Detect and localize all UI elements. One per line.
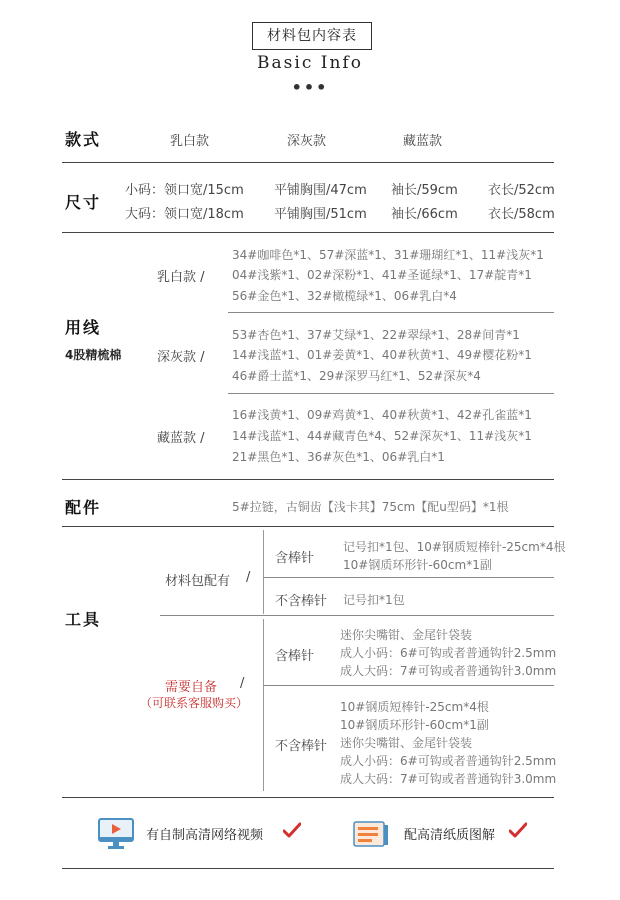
size-cell: 大码：领口宽/18cm	[125, 207, 244, 222]
divider	[228, 393, 554, 394]
slash: /	[246, 570, 251, 585]
divider	[62, 232, 554, 233]
size-cell: 平铺胸围/51cm	[274, 207, 367, 222]
yarn-line: 53#杏色*1、37#艾绿*1、22#翠绿*1、28#间青*1	[232, 328, 520, 342]
yarn-label: 用线	[65, 318, 102, 337]
tool-line: 记号扣*1包	[343, 593, 405, 607]
divider	[62, 526, 554, 527]
yarn-line: 21#黑色*1、36#灰色*1、06#乳白*1	[232, 450, 445, 464]
tool-line: 10#钢质环形针-60cm*1副	[343, 558, 492, 572]
size-cell: 衣长/52cm	[488, 183, 555, 198]
tools-self-name: 需要自备	[165, 680, 218, 695]
divider	[263, 685, 554, 686]
size-cell: 小码：领口宽/15cm	[125, 183, 244, 198]
without-needle-label: 不含棒针	[275, 594, 328, 609]
size-label: 尺寸	[65, 193, 102, 212]
with-needle-label: 含棒针	[275, 551, 315, 566]
divider	[62, 797, 554, 798]
yarn-line: 34#咖啡色*1、57#深蓝*1、31#珊瑚红*1、11#浅灰*1	[232, 248, 544, 262]
tool-line: 10#钢质短棒针-25cm*4根	[340, 700, 489, 714]
yarn-line: 16#浅黄*1、09#鸡黄*1、40#秋黄*1、42#孔雀蓝*1	[232, 408, 532, 422]
divider	[62, 868, 554, 869]
yarn-group-name: 藏蓝款 /	[157, 431, 205, 446]
tools-label: 工具	[65, 610, 102, 629]
yarn-line: 14#浅蓝*1、01#姜黄*1、40#秋黄*1、49#樱花粉*1	[232, 348, 532, 362]
size-cell: 袖长/66cm	[391, 207, 458, 222]
divider	[62, 479, 554, 480]
yarn-group-name: 深灰款 /	[157, 350, 205, 365]
diagram-document-icon	[352, 819, 390, 853]
tool-line: 成人大码：7#可钩或者普通钩针3.0mm	[340, 772, 557, 786]
slash: /	[240, 676, 245, 691]
size-cell: 袖长/59cm	[391, 183, 458, 198]
tool-line: 成人小码：6#可钩或者普通钩针2.5mm	[340, 754, 557, 768]
style-label: 款式	[65, 130, 102, 149]
check-icon	[283, 822, 301, 842]
style-option: 藏蓝款	[403, 134, 443, 149]
video-monitor-icon	[98, 818, 134, 854]
tools-included-name: 材料包配有	[165, 574, 231, 589]
tool-line: 记号扣*1包、10#钢质短棒针-25cm*4根	[343, 540, 566, 554]
tools-self-note: （可联系客服购买）	[140, 696, 249, 710]
size-cell: 平铺胸围/47cm	[274, 183, 367, 198]
without-needle-label: 不含棒针	[275, 739, 328, 754]
size-cell: 衣长/58cm	[488, 207, 555, 222]
style-option: 深灰款	[287, 134, 327, 149]
diagram-label: 配高清纸质图解	[404, 828, 496, 843]
video-label: 有自制高清网络视频	[146, 828, 264, 843]
page-title: 材料包内容表	[252, 22, 372, 50]
tool-line: 成人大码：7#可钩或者普通钩针3.0mm	[340, 664, 557, 678]
divider	[263, 619, 264, 791]
yarn-line: 56#金色*1、32#橄榄绿*1、06#乳白*4	[232, 289, 457, 303]
yarn-sublabel: 4股精梳棉	[65, 348, 122, 362]
divider	[160, 615, 554, 616]
check-icon	[509, 822, 527, 842]
yarn-line: 14#浅蓝*1、44#藏青色*4、52#深灰*1、11#浅灰*1	[232, 429, 532, 443]
with-needle-label: 含棒针	[275, 649, 315, 664]
yarn-group-name: 乳白款 /	[157, 270, 205, 285]
accessory-text: 5#拉链，古铜齿【浅卡其】75cm【配u型码】*1根	[232, 500, 509, 514]
yarn-line: 46#爵士蓝*1、29#深罗马红*1、52#深灰*4	[232, 369, 481, 383]
accessory-label: 配件	[65, 498, 102, 517]
divider	[62, 162, 554, 163]
style-option: 乳白款	[170, 134, 210, 149]
divider	[228, 312, 554, 313]
tool-line: 迷你尖嘴钳、金尾针袋装	[340, 628, 473, 642]
decorative-dots: •••	[291, 78, 329, 97]
tool-line: 10#钢质环形针-60cm*1副	[340, 718, 489, 732]
yarn-line: 04#浅紫*1、02#深粉*1、41#圣诞绿*1、17#靛青*1	[232, 268, 532, 282]
tool-line: 迷你尖嘴钳、金尾针袋装	[340, 736, 473, 750]
divider	[263, 577, 554, 578]
divider	[263, 530, 264, 614]
tool-line: 成人小码：6#可钩或者普通钩针2.5mm	[340, 646, 557, 660]
page-subtitle: Basic Info	[257, 53, 363, 73]
